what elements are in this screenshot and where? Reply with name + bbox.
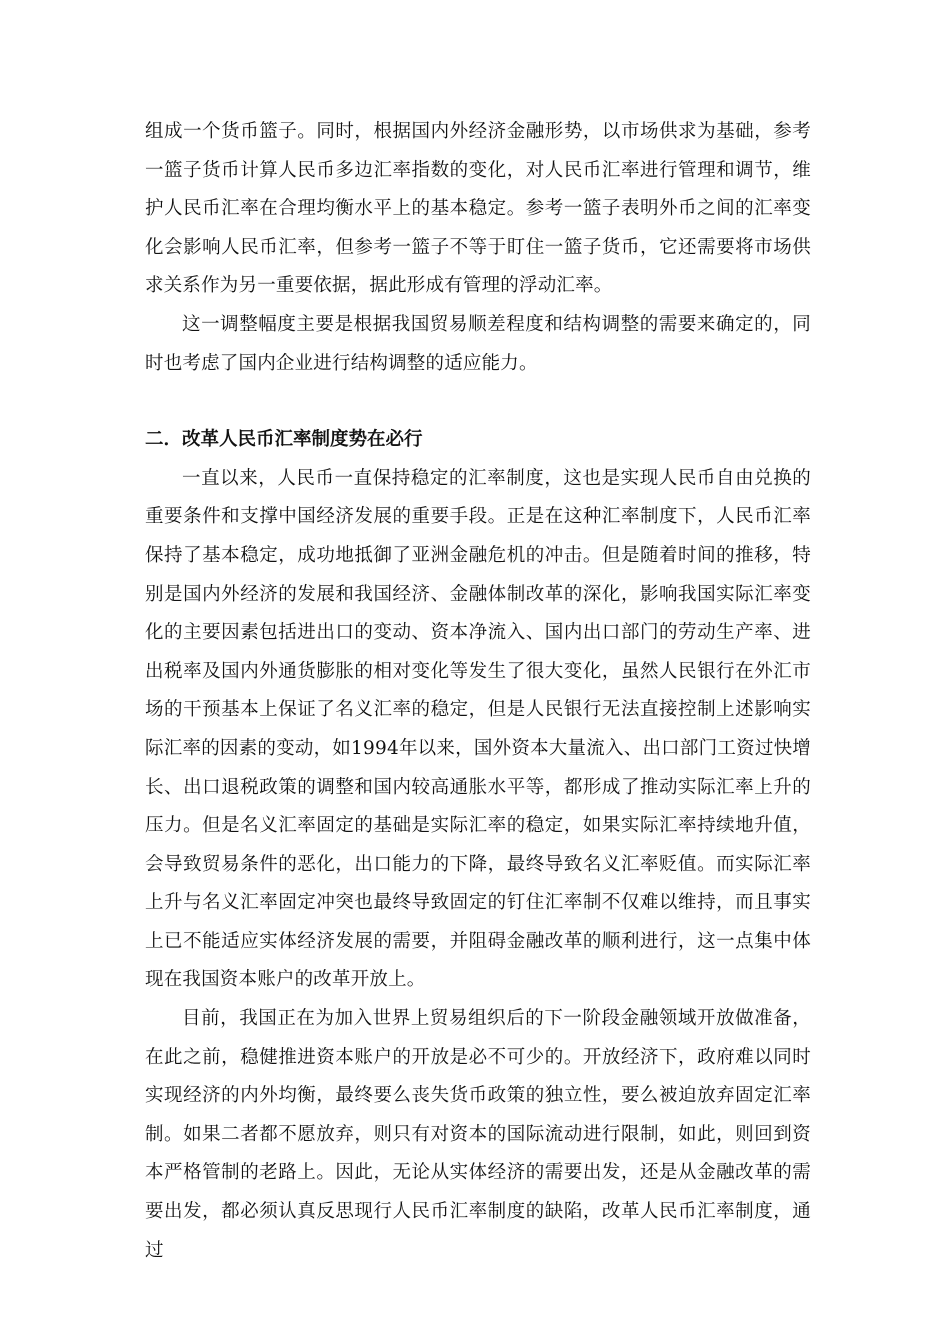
- paragraph-adjustment-range: 这一调整幅度主要是根据我国贸易顺差程度和结构调整的需要来确定的，同时也考虑了国内企业进行结构调整的适应能力。: [145, 313, 811, 374]
- paragraph-currency-basket: 组成一个货币篮子。同时，根据国内外经济金融形势，以市场供求为基础，参考一篮子货币计算人民币多边汇率指数的变化，对人民币汇率进行管理和调节，维护人民币汇率在合理均衡水平上的基本稳定。参考一篮子表明外币之间的汇率变化会影响人民币汇率，但参考一篮子不等于盯住一篮子货币，它还需要将市场供求关系作为另一重要依据，据此形成有管理的浮动汇率。: [145, 121, 811, 297]
- section-heading: 二．改革人民币汇率制度势在必行: [145, 429, 423, 451]
- paragraph-capital-account: 目前，我国正在为加入世界上贸易组织后的下一阶段金融领域开放做准备，在此之前，稳健推进资本账户的开放是必不可少的。开放经济下，政府难以同时实现经济的内外均衡，最终要么丧失货币政策的独立性，要么被迫放弃固定汇率制。如果二者都不愿放弃，则只有对资本的国际流动进行限制，如此，则回到资本严格管制的老路上。因此，无论从实体经济的需要出发，还是从金融改革的需要出发，都必须认真反思现行人民币汇率制度的缺陷，改革人民币汇率制度，通过: [145, 1008, 811, 1261]
- section-spacer: [145, 383, 811, 421]
- document-page: [145, 113, 811, 1270]
- paragraph-exchange-rate-history: 一直以来，人民币一直保持稳定的汇率制度，这也是实现人民币自由兑换的重要条件和支撑中国经济发展的重要手段。正是在这种汇率制度下，人民币汇率保持了基本稳定，成功地抵御了亚洲金融危机的冲击。但是随着时间的推移，特别是国内外经济的发展和我国经济、金融体制改革的深化，影响我国实际汇率变化的主要因素包括进出口的变动、资本净流入、国内出口部门的劳动生产率、进出税率及国内外通货膨胀的相对变化等发生了很大变化，虽然人民银行在外汇市场的干预基本上保证了名义汇率的稳定，但是人民银行无法直接控制上述影响实际汇率的因素的变动，如1994年以来，国外资本大量流入、出口部门工资过快增长、出口退税政策的调整和国内较高通胀水平等，都形成了推动实际汇率上升的压力。但是名义汇率固定的基础是实际汇率的稳定，如果实际汇率持续地升值，会导致贸易条件的恶化，出口能力的下降，最终导致名义汇率贬值。而实际汇率上升与名义汇率固定冲突也最终导致固定的钉住汇率制不仅难以维持，而且事实上已不能适应实体经济发展的需要，并阻碍金融改革的顺利进行，这一点集中体现在我国资本账户的改革开放上。: [145, 467, 811, 991]
